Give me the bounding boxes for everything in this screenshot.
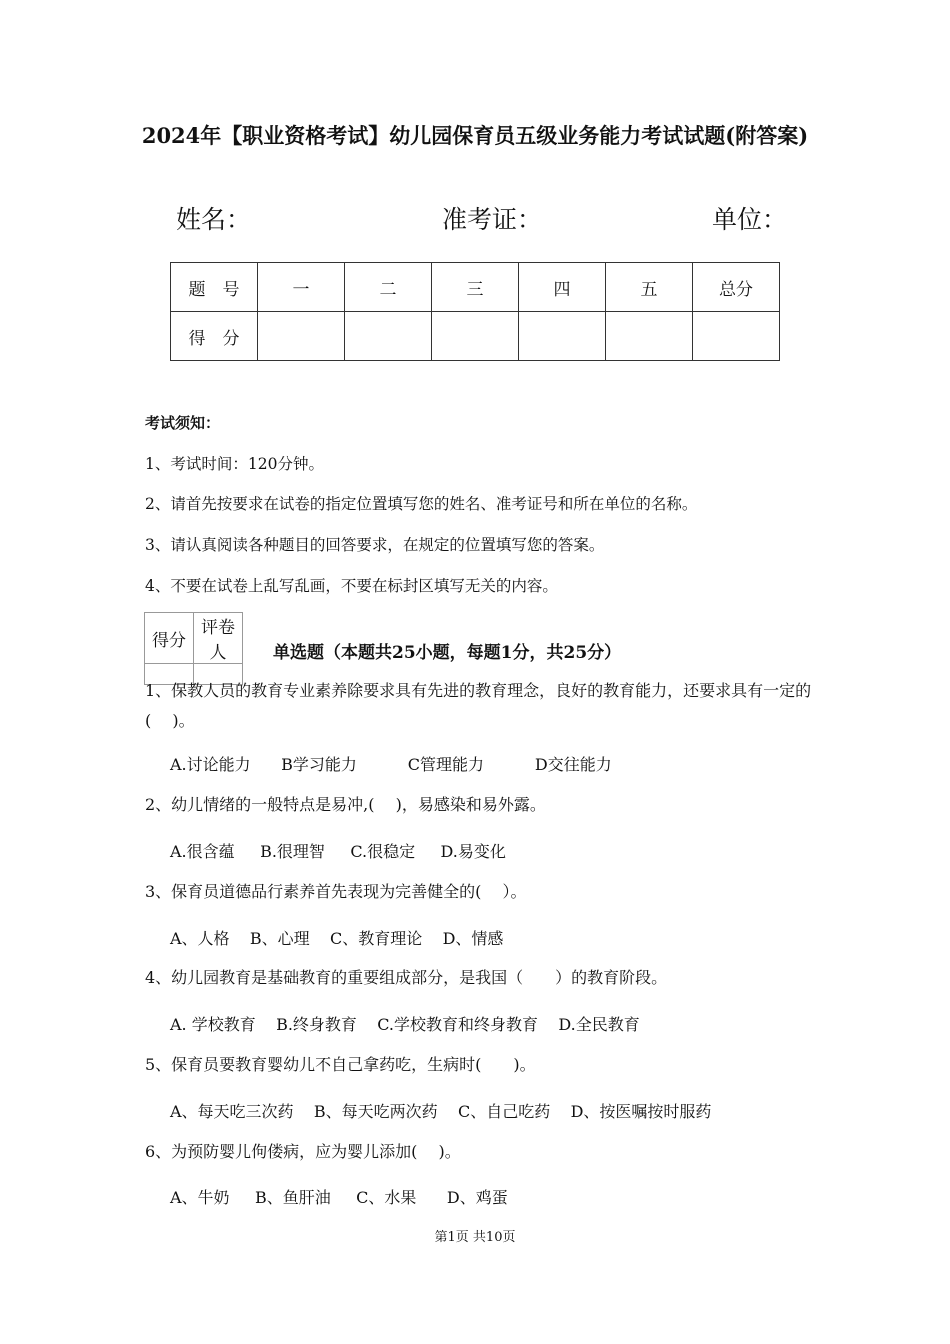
score-header-cell: 题 号	[171, 263, 258, 312]
question: 6、为预防婴儿佝偻病，应为婴儿添加( )。	[145, 1142, 461, 1161]
score-header-cell: 五	[606, 263, 693, 312]
page-title: 2024年【职业资格考试】幼儿园保育员五级业务能力考试试题(附答案)	[141, 123, 809, 148]
grader-name-label: 评卷人	[194, 613, 243, 664]
notice-item: 3、请认真阅读各种题目的回答要求，在规定的位置填写您的答案。	[145, 536, 605, 554]
score-header-cell: 三	[432, 263, 519, 312]
name-label: 姓名：	[176, 205, 252, 234]
exam-id-label: 准考证：	[442, 205, 543, 234]
score-cell[interactable]	[606, 312, 693, 361]
section-title: 单选题（本题共25小题，每题1分，共25分）	[273, 643, 622, 663]
score-header-cell: 二	[345, 263, 432, 312]
score-cell[interactable]	[519, 312, 606, 361]
notice-item: 4、不要在试卷上乱写乱画，不要在标封区填写无关的内容。	[145, 577, 558, 595]
grader-box	[144, 612, 243, 685]
notice-heading: 考试须知：	[145, 414, 221, 432]
question: 1、保教人员的教育专业素养除要求具有先进的教育理念，良好的教育能力，还要求具有一定的( )。	[145, 681, 812, 730]
score-header-cell: 一	[258, 263, 345, 312]
question-options: A、人格 B、心理 C、教育理论 D、情感	[170, 929, 504, 948]
question: 5、保育员要教育婴幼儿不自己拿药吃，生病时( )。	[145, 1055, 536, 1074]
question-options: A. 学校教育 B.终身教育 C.学校教育和终身教育 D.全民教育	[170, 1015, 640, 1034]
score-table-header-row	[171, 263, 780, 312]
score-table-score-row	[171, 312, 780, 361]
page-footer: 第1页 共10页	[434, 1230, 516, 1245]
score-table	[170, 262, 780, 361]
question-options: A、每天吃三次药 B、每天吃两次药 C、自己吃药 D、按医嘱按时服药	[170, 1102, 712, 1121]
question: 3、保育员道德品行素养首先表现为完善健全的( ）。	[145, 882, 527, 901]
unit-label: 单位：	[712, 205, 788, 234]
question-options: A.很含蕴 B.很理智 C.很稳定 D.易变化	[170, 842, 506, 861]
score-row-label: 得 分	[171, 312, 258, 361]
score-cell[interactable]	[693, 312, 780, 361]
grader-score-label: 得分	[145, 613, 194, 664]
question-options: A、牛奶 B、鱼肝油 C、水果 D、鸡蛋	[170, 1188, 508, 1207]
score-cell[interactable]	[432, 312, 519, 361]
question: 2、幼儿情绪的一般特点是易冲,( )，易感染和易外露。	[145, 795, 546, 814]
notice-item: 2、请首先按要求在试卷的指定位置填写您的姓名、准考证号和所在单位的名称。	[145, 495, 698, 513]
score-cell[interactable]	[345, 312, 432, 361]
score-header-cell: 四	[519, 263, 606, 312]
score-cell[interactable]	[258, 312, 345, 361]
question-options: A.讨论能力 B学习能力 C管理能力 D交往能力	[170, 755, 612, 774]
question: 4、幼儿园教育是基础教育的重要组成部分，是我国（ ）的教育阶段。	[145, 968, 668, 987]
notice-item: 1、考试时间：120分钟。	[145, 455, 324, 473]
score-header-cell: 总分	[693, 263, 780, 312]
